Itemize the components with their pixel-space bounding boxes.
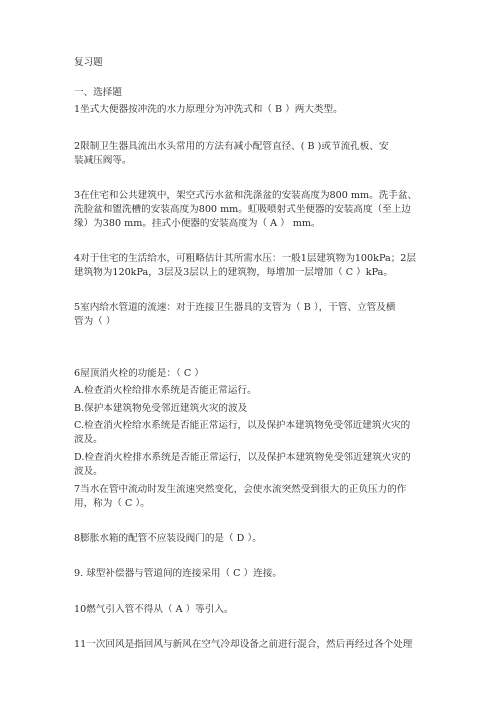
section-heading: 一、选择题: [74, 87, 122, 98]
question-4-line-1: 4对于住宅的生活给水，可粗略估计其所需水压：一般1层建筑物为100kPa；2层: [74, 253, 416, 264]
question-10: 10燃气引入管不得从（ A ）等引入。: [74, 604, 234, 615]
question-1: 1坐式大便器按冲洗的水力原理分为冲洗式和（ B ）两大类型。: [74, 104, 343, 115]
question-5-line-1: 5室内给水管道的流速：对于连接卫生器具的支管为（ B ），干管、立管及横: [74, 302, 396, 313]
question-4-line-2: 建筑物为120kPa，3层及3层以上的建筑物，每增加一层增加（ C ）kPa。: [74, 267, 393, 278]
question-6-option-c-line-2: 波及。: [74, 434, 103, 445]
question-9: 9. 球型补偿器与管道间的连接采用（ C ）连接。: [74, 568, 282, 579]
question-5-line-2: 管为（ ）: [74, 316, 116, 327]
question-6-option-d-line-1: D.检查消火栓排水系统是否能正常运行，以及保护本建筑物免受邻近建筑火灾的: [74, 452, 411, 463]
question-2-line-1: 2限制卫生器具流出水头常用的方法有减小配管直径、( B )或节流孔板、安: [74, 141, 389, 152]
question-3-line-3: 缘）为380 mm。挂式小便器的安装高度为（ A ） mm。: [74, 218, 321, 229]
question-6: 6屋顶消火栓的功能是：（ C ）: [74, 368, 204, 379]
question-8: 8膨胀水箱的配管不应装设阀门的是（ D ）。: [74, 533, 262, 544]
question-7-line-1: 7当水在管中流动时发生流速突然变化，会使水流突然受到很大的正负压力的作: [74, 484, 407, 495]
question-11-line-1: 11一次回风是指回风与新风在空气冷却设备之前进行混合，然后再经过各个处理: [74, 639, 413, 650]
question-6-option-d-line-2: 波及。: [74, 466, 103, 477]
question-6-option-b: B.保护本建筑物免受邻近建筑火灾的波及: [74, 403, 248, 414]
question-3-line-1: 3在住宅和公共建筑中，架空式污水盆和洗涤盆的安装高度为800 mm。洗手盆、: [74, 190, 418, 201]
question-6-option-c-line-1: C.检查消火栓给水系统是否能正常运行，以及保护本建筑物免受邻近建筑火灾的: [74, 420, 411, 431]
question-7-line-2: 用，称为（ C ）。: [74, 498, 150, 509]
question-2-line-2: 装减压阀等。: [74, 155, 132, 166]
question-6-option-a: A.检查消火栓给排水系统是否能正常运行。: [74, 385, 257, 396]
question-3-line-2: 洗脸盆和盥洗槽的安装高度为800 mm。虹吸喷射式坐便器的安装高度（至上边: [74, 204, 411, 215]
document-title: 复习题: [74, 57, 103, 68]
